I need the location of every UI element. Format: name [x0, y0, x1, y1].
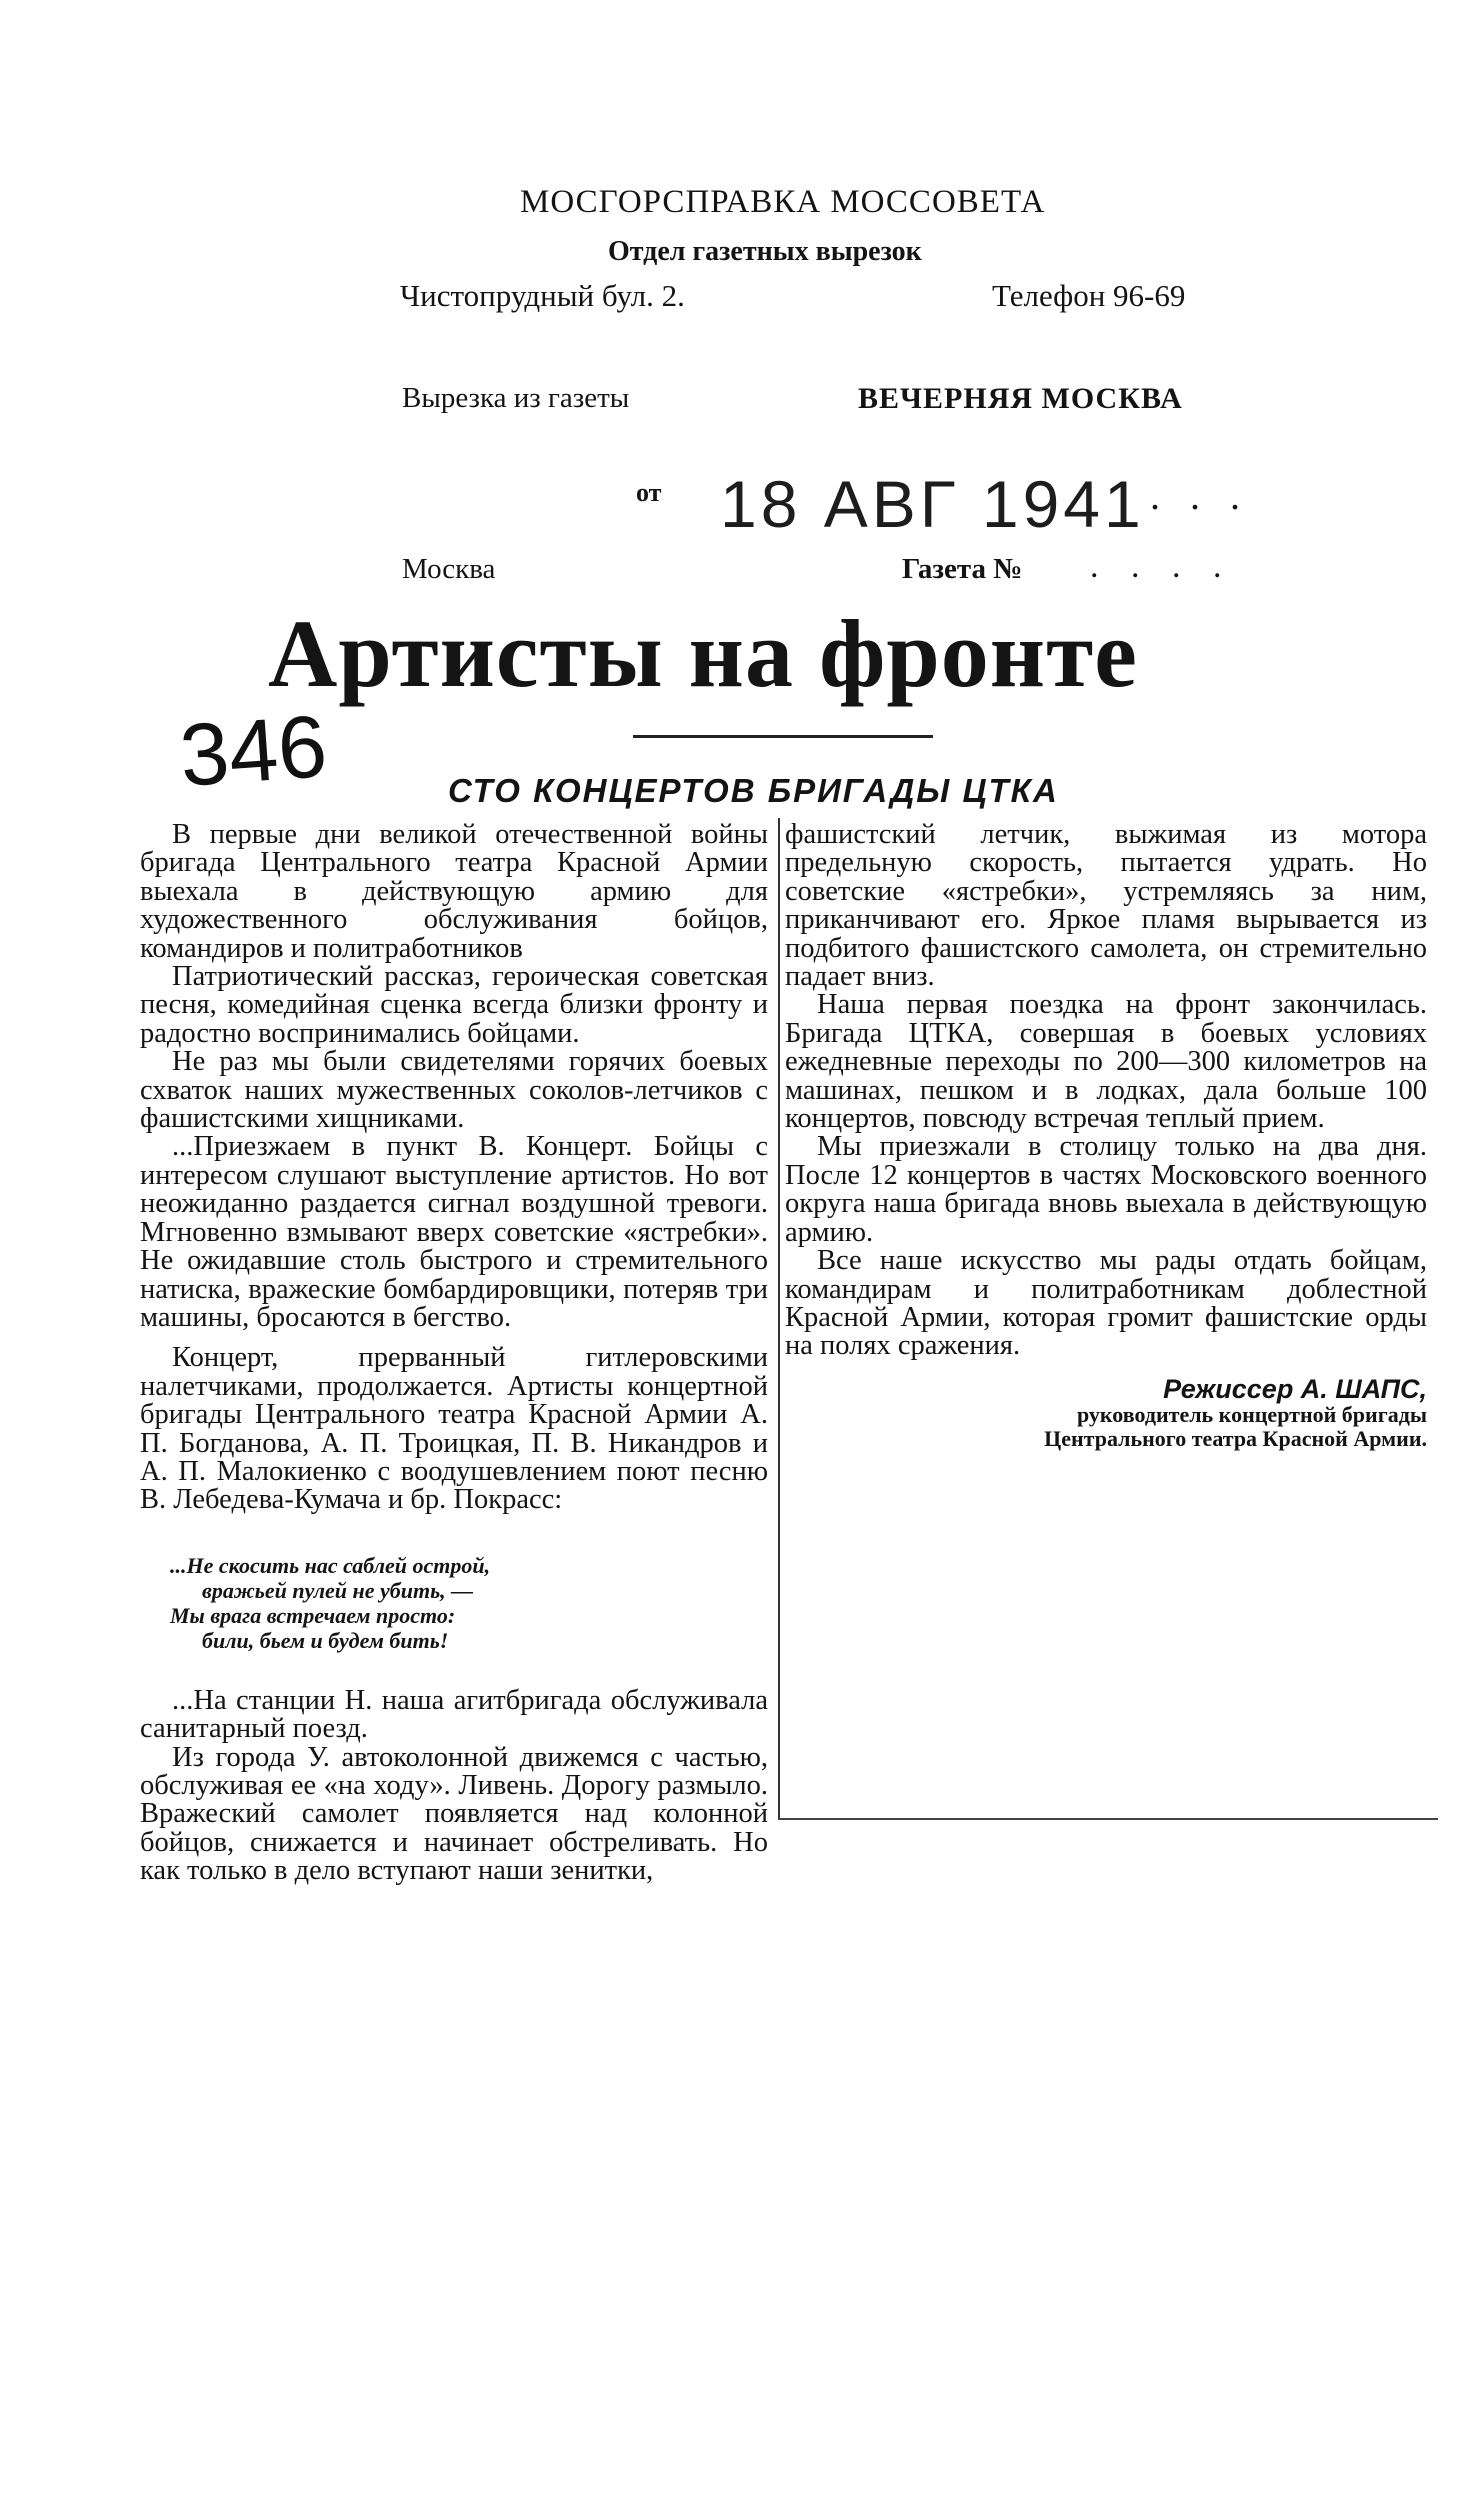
left-column [140, 821, 768, 1886]
paragraph: ...Приезжаем в пункт В. Концерт. Бойцы с интересом слушают выступление артистов. Но вот неожиданно раздается сигнал воздушной тревоги. Мгновенно взмывают вверх советские «ястребки». Не ожидавшие столь быстрого и стремительного натиска, вражеские бомбардировщики, потеряв три машины, бросаются в бегство. [140, 1131, 768, 1333]
bureau-address: Чистопрудный бул. 2. [400, 278, 685, 313]
bureau-phone: Телефон 96-69 [992, 278, 1186, 313]
paragraph: Все наше искусство мы рады отдать бойцам, командирам и политработникам доблестной Красной Армии, которая громит фашистские орды на полях сражения. [785, 1245, 1427, 1362]
column-divider [778, 818, 780, 1818]
paragraph: Из города У. автоколонной движемся с частью, обслуживая ее «на ходу». Ливень. Дорогу размыло. Вражеский самолет появляется над колонной бойцов, снижается и начинает обстреливать. Но как только в дело вступают наши зенитки, [140, 1741, 768, 1887]
issue-label: Газета № [902, 553, 1023, 585]
clip-label: Вырезка из газеты [402, 382, 630, 414]
author-role: Центрального театра Красной Армии. [1044, 1426, 1427, 1452]
bureau-name: МОСГОРСПРАВКА МОССОВЕТА [520, 184, 1046, 220]
author-role: руководитель концертной бригады [1076, 1402, 1427, 1428]
city-label: Москва [402, 553, 496, 585]
column-end-rule [778, 1818, 1438, 1820]
issue-dots: . . . . [1090, 548, 1234, 585]
paragraph: Наша первая поездка на фронт закончилась. Бригада ЦТКА, совершая в боевых условиях ежедневные переходы по 200—300 километров на машинах, пешком и в лодках, дала больше 100 концертов, повсюду встречая теплый прием. [785, 989, 1427, 1135]
department-name: Отдел газетных вырезок [608, 236, 922, 267]
date-prefix: от [636, 478, 662, 507]
newspaper-name: ВЕЧЕРНЯЯ МОСКВА [858, 382, 1183, 415]
paragraph: Патриотический рассказ, героическая советская песня, комедийная сценка всегда близки фронту и радостно воспринимались бойцами. [140, 961, 768, 1049]
headline-rule [633, 735, 933, 738]
author-signature: Режиссер А. ШАПС, [1163, 1373, 1427, 1404]
date-stamp: 18 АВГ 1941 [720, 467, 1145, 541]
paragraph: ...На станции Н. наша агитбригада обслуживала санитарный поезд. [140, 1684, 768, 1745]
paragraph: Мы приезжали в столицу только на два дня. После 12 концертов в частях Московского военного округа наша бригада вновь выехала в действующую армию. [785, 1131, 1427, 1248]
paragraph: В первые дни великой отечественной войны бригада Центрального театра Красной Армии выехала в действующую армию для художественного обслуживания бойцов, командиров и политработников [140, 819, 768, 964]
song-line: ...Не скосить нас саблей острой, [170, 1552, 491, 1578]
date-dots: . . . [1150, 473, 1250, 518]
song-line: Мы врага встречаем просто: [170, 1602, 456, 1628]
paragraph: Не раз мы были свидетелями горячих боевых схваток наших мужественных соколов-летчиков с фашистскими хищниками. [140, 1046, 768, 1135]
article-headline: Артисты на фронте [268, 600, 1138, 707]
paragraph: Концерт, прерванный гитлеровскими налетчиками, продолжается. Артисты концертной бригады Центрального театра Красной Армии А. П. Богданова, А. П. Троицкая, П. В. Никандров и А. П. Малокиенко с воодушевлением поют песню В. Лебедева-Кумача и бр. Покрасс: [140, 1342, 768, 1516]
handwritten-mark: 346 [176, 696, 331, 806]
song-line: били, бьем и будем бить! [202, 1627, 449, 1653]
song-quote [170, 1553, 768, 1653]
article-subheading: СТО КОНЦЕРТОВ БРИГАДЫ ЦТКА [448, 772, 1059, 809]
paragraph: фашистский летчик, выжимая из мотора предельную скорость, пытается удрать. Но советские «ястребки», устремляясь за ним, приканчивают его. Яркое пламя вырывается из подбитого фашистского самолета, он стремительно падает вниз. [785, 819, 1427, 993]
right-column [785, 821, 1427, 1451]
song-line: вражьей пулей не убить, — [202, 1577, 474, 1603]
